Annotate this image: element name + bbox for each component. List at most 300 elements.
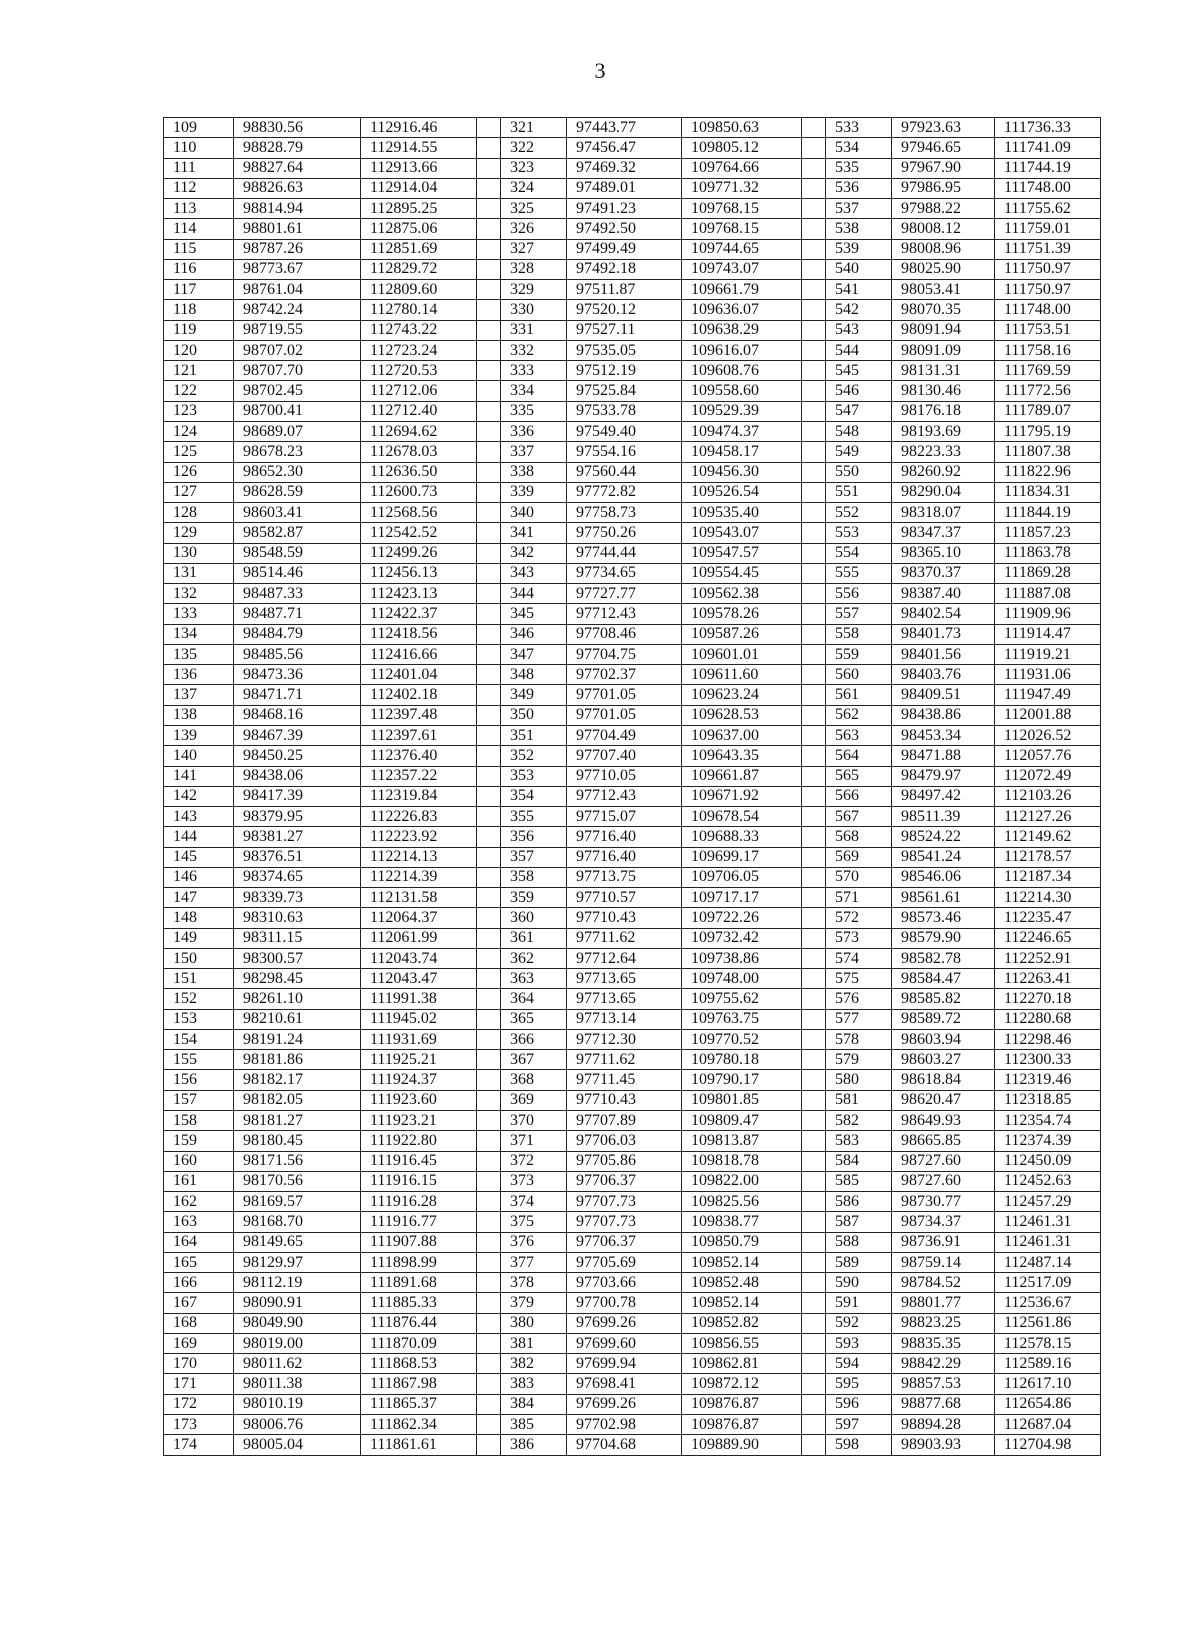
- point-number-cell: 596: [826, 1394, 892, 1414]
- x-coordinate-cell: 97698.41: [567, 1374, 682, 1394]
- column-separator: [477, 1050, 501, 1070]
- x-coordinate-cell: 98620.47: [892, 1090, 995, 1110]
- x-coordinate-cell: 98487.71: [234, 604, 361, 624]
- x-coordinate-cell: 97713.65: [567, 969, 682, 989]
- y-coordinate-cell: 112319.46: [995, 1070, 1101, 1090]
- y-coordinate-cell: 109706.05: [682, 867, 802, 887]
- table-row: [164, 1212, 1101, 1232]
- table-row: [164, 1435, 1101, 1455]
- x-coordinate-cell: 98707.70: [234, 361, 361, 381]
- y-coordinate-cell: 112214.39: [361, 867, 477, 887]
- x-coordinate-cell: 98070.35: [892, 300, 995, 320]
- column-separator: [477, 421, 501, 441]
- point-number-cell: 168: [164, 1313, 234, 1333]
- y-coordinate-cell: 112712.06: [361, 381, 477, 401]
- x-coordinate-cell: 98582.87: [234, 523, 361, 543]
- column-separator: [802, 118, 826, 138]
- y-coordinate-cell: 111925.21: [361, 1050, 477, 1070]
- y-coordinate-cell: 112457.29: [995, 1192, 1101, 1212]
- x-coordinate-cell: 97702.98: [567, 1415, 682, 1435]
- point-number-cell: 597: [826, 1415, 892, 1435]
- y-coordinate-cell: 112057.76: [995, 746, 1101, 766]
- point-number-cell: 336: [501, 421, 567, 441]
- y-coordinate-cell: 109661.79: [682, 280, 802, 300]
- x-coordinate-cell: 98008.12: [892, 219, 995, 239]
- column-separator: [477, 1394, 501, 1414]
- column-separator: [802, 867, 826, 887]
- y-coordinate-cell: 112780.14: [361, 300, 477, 320]
- y-coordinate-cell: 112461.31: [995, 1232, 1101, 1252]
- point-number-cell: 164: [164, 1232, 234, 1252]
- point-number-cell: 573: [826, 928, 892, 948]
- y-coordinate-cell: 109856.55: [682, 1333, 802, 1353]
- x-coordinate-cell: 98842.29: [892, 1354, 995, 1374]
- x-coordinate-cell: 98181.86: [234, 1050, 361, 1070]
- x-coordinate-cell: 97715.07: [567, 807, 682, 827]
- point-number-cell: 110: [164, 138, 234, 158]
- point-number-cell: 355: [501, 807, 567, 827]
- point-number-cell: 533: [826, 118, 892, 138]
- y-coordinate-cell: 109852.82: [682, 1313, 802, 1333]
- x-coordinate-cell: 97549.40: [567, 421, 682, 441]
- y-coordinate-cell: 109876.87: [682, 1415, 802, 1435]
- table-row: [164, 158, 1101, 178]
- y-coordinate-cell: 109699.17: [682, 847, 802, 867]
- point-number-cell: 338: [501, 462, 567, 482]
- point-number-cell: 324: [501, 178, 567, 198]
- y-coordinate-cell: 109818.78: [682, 1151, 802, 1171]
- y-coordinate-cell: 112374.39: [995, 1131, 1101, 1151]
- x-coordinate-cell: 98479.97: [892, 766, 995, 786]
- table-row: [164, 462, 1101, 482]
- y-coordinate-cell: 109671.92: [682, 786, 802, 806]
- y-coordinate-cell: 111844.19: [995, 503, 1101, 523]
- x-coordinate-cell: 98223.33: [892, 442, 995, 462]
- column-separator: [802, 1273, 826, 1293]
- x-coordinate-cell: 98131.31: [892, 361, 995, 381]
- x-coordinate-cell: 97712.43: [567, 604, 682, 624]
- x-coordinate-cell: 97699.94: [567, 1354, 682, 1374]
- table-row: [164, 1029, 1101, 1049]
- x-coordinate-cell: 97713.75: [567, 867, 682, 887]
- column-separator: [802, 1111, 826, 1131]
- point-number-cell: 379: [501, 1293, 567, 1313]
- column-separator: [477, 1354, 501, 1374]
- y-coordinate-cell: 109850.63: [682, 118, 802, 138]
- x-coordinate-cell: 97707.40: [567, 746, 682, 766]
- column-separator: [802, 178, 826, 198]
- point-number-cell: 593: [826, 1333, 892, 1353]
- point-number-cell: 377: [501, 1252, 567, 1272]
- point-number-cell: 122: [164, 381, 234, 401]
- y-coordinate-cell: 109770.52: [682, 1029, 802, 1049]
- table-row: [164, 381, 1101, 401]
- x-coordinate-cell: 97699.60: [567, 1333, 682, 1353]
- y-coordinate-cell: 109809.47: [682, 1111, 802, 1131]
- point-number-cell: 147: [164, 888, 234, 908]
- point-number-cell: 566: [826, 786, 892, 806]
- y-coordinate-cell: 112723.24: [361, 340, 477, 360]
- x-coordinate-cell: 98339.73: [234, 888, 361, 908]
- point-number-cell: 536: [826, 178, 892, 198]
- x-coordinate-cell: 97711.62: [567, 928, 682, 948]
- point-number-cell: 584: [826, 1151, 892, 1171]
- point-number-cell: 363: [501, 969, 567, 989]
- x-coordinate-cell: 98761.04: [234, 280, 361, 300]
- column-separator: [477, 442, 501, 462]
- table-row: [164, 969, 1101, 989]
- column-separator: [802, 969, 826, 989]
- x-coordinate-cell: 97492.18: [567, 259, 682, 279]
- y-coordinate-cell: 109755.62: [682, 989, 802, 1009]
- point-number-cell: 374: [501, 1192, 567, 1212]
- y-coordinate-cell: 109717.17: [682, 888, 802, 908]
- coordinates-table: [163, 117, 1101, 1456]
- y-coordinate-cell: 109688.33: [682, 827, 802, 847]
- point-number-cell: 352: [501, 746, 567, 766]
- column-separator: [802, 644, 826, 664]
- x-coordinate-cell: 98417.39: [234, 786, 361, 806]
- x-coordinate-cell: 97734.65: [567, 563, 682, 583]
- x-coordinate-cell: 98618.84: [892, 1070, 995, 1090]
- x-coordinate-cell: 97772.82: [567, 482, 682, 502]
- column-separator: [802, 1009, 826, 1029]
- y-coordinate-cell: 111869.28: [995, 563, 1101, 583]
- x-coordinate-cell: 98585.82: [892, 989, 995, 1009]
- y-coordinate-cell: 112043.47: [361, 969, 477, 989]
- x-coordinate-cell: 97512.19: [567, 361, 682, 381]
- x-coordinate-cell: 98468.16: [234, 705, 361, 725]
- x-coordinate-cell: 98524.22: [892, 827, 995, 847]
- x-coordinate-cell: 98894.28: [892, 1415, 995, 1435]
- y-coordinate-cell: 109611.60: [682, 665, 802, 685]
- y-coordinate-cell: 111769.59: [995, 361, 1101, 381]
- point-number-cell: 384: [501, 1394, 567, 1414]
- table-row: [164, 1354, 1101, 1374]
- x-coordinate-cell: 97499.49: [567, 239, 682, 259]
- column-separator: [802, 219, 826, 239]
- x-coordinate-cell: 97716.40: [567, 827, 682, 847]
- x-coordinate-cell: 97713.14: [567, 1009, 682, 1029]
- y-coordinate-cell: 111862.34: [361, 1415, 477, 1435]
- y-coordinate-cell: 111751.39: [995, 239, 1101, 259]
- x-coordinate-cell: 97699.26: [567, 1313, 682, 1333]
- y-coordinate-cell: 109661.87: [682, 766, 802, 786]
- x-coordinate-cell: 97554.16: [567, 442, 682, 462]
- point-number-cell: 367: [501, 1050, 567, 1070]
- column-separator: [477, 158, 501, 178]
- x-coordinate-cell: 98514.46: [234, 563, 361, 583]
- point-number-cell: 548: [826, 421, 892, 441]
- point-number-cell: 535: [826, 158, 892, 178]
- x-coordinate-cell: 98176.18: [892, 401, 995, 421]
- column-separator: [477, 219, 501, 239]
- column-separator: [477, 1171, 501, 1191]
- x-coordinate-cell: 98830.56: [234, 118, 361, 138]
- table-row: [164, 989, 1101, 1009]
- x-coordinate-cell: 98008.96: [892, 239, 995, 259]
- point-number-cell: 369: [501, 1090, 567, 1110]
- column-separator: [802, 1313, 826, 1333]
- y-coordinate-cell: 112026.52: [995, 725, 1101, 745]
- x-coordinate-cell: 98857.53: [892, 1374, 995, 1394]
- point-number-cell: 128: [164, 503, 234, 523]
- x-coordinate-cell: 98260.92: [892, 462, 995, 482]
- point-number-cell: 366: [501, 1029, 567, 1049]
- x-coordinate-cell: 98603.41: [234, 503, 361, 523]
- table-row: [164, 584, 1101, 604]
- y-coordinate-cell: 111807.38: [995, 442, 1101, 462]
- point-number-cell: 595: [826, 1374, 892, 1394]
- y-coordinate-cell: 111772.56: [995, 381, 1101, 401]
- x-coordinate-cell: 97706.03: [567, 1131, 682, 1151]
- column-separator: [802, 725, 826, 745]
- column-separator: [477, 178, 501, 198]
- y-coordinate-cell: 109562.38: [682, 584, 802, 604]
- column-separator: [477, 807, 501, 827]
- column-separator: [802, 259, 826, 279]
- point-number-cell: 156: [164, 1070, 234, 1090]
- column-separator: [802, 280, 826, 300]
- point-number-cell: 557: [826, 604, 892, 624]
- column-separator: [802, 766, 826, 786]
- table-row: [164, 604, 1101, 624]
- column-separator: [477, 1212, 501, 1232]
- y-coordinate-cell: 109813.87: [682, 1131, 802, 1151]
- x-coordinate-cell: 98403.76: [892, 665, 995, 685]
- point-number-cell: 124: [164, 421, 234, 441]
- y-coordinate-cell: 112402.18: [361, 685, 477, 705]
- y-coordinate-cell: 112318.85: [995, 1090, 1101, 1110]
- y-coordinate-cell: 111736.33: [995, 118, 1101, 138]
- table-row: [164, 178, 1101, 198]
- y-coordinate-cell: 112422.37: [361, 604, 477, 624]
- point-number-cell: 588: [826, 1232, 892, 1252]
- y-coordinate-cell: 111945.02: [361, 1009, 477, 1029]
- y-coordinate-cell: 112712.40: [361, 401, 477, 421]
- y-coordinate-cell: 109529.39: [682, 401, 802, 421]
- column-separator: [802, 563, 826, 583]
- point-number-cell: 574: [826, 948, 892, 968]
- point-number-cell: 358: [501, 867, 567, 887]
- point-number-cell: 112: [164, 178, 234, 198]
- column-separator: [477, 1252, 501, 1272]
- column-separator: [477, 584, 501, 604]
- x-coordinate-cell: 97712.43: [567, 786, 682, 806]
- point-number-cell: 375: [501, 1212, 567, 1232]
- point-number-cell: 373: [501, 1171, 567, 1191]
- table-row: [164, 1171, 1101, 1191]
- y-coordinate-cell: 111924.37: [361, 1070, 477, 1090]
- y-coordinate-cell: 109801.85: [682, 1090, 802, 1110]
- point-number-cell: 551: [826, 482, 892, 502]
- x-coordinate-cell: 97707.73: [567, 1212, 682, 1232]
- y-coordinate-cell: 109474.37: [682, 421, 802, 441]
- y-coordinate-cell: 111863.78: [995, 543, 1101, 563]
- column-separator: [802, 584, 826, 604]
- x-coordinate-cell: 97711.62: [567, 1050, 682, 1070]
- x-coordinate-cell: 97703.66: [567, 1273, 682, 1293]
- point-number-cell: 142: [164, 786, 234, 806]
- y-coordinate-cell: 109732.42: [682, 928, 802, 948]
- column-separator: [802, 1029, 826, 1049]
- y-coordinate-cell: 112214.13: [361, 847, 477, 867]
- y-coordinate-cell: 112298.46: [995, 1029, 1101, 1049]
- column-separator: [477, 1029, 501, 1049]
- column-separator: [477, 300, 501, 320]
- y-coordinate-cell: 109547.57: [682, 543, 802, 563]
- point-number-cell: 165: [164, 1252, 234, 1272]
- x-coordinate-cell: 97707.73: [567, 1192, 682, 1212]
- x-coordinate-cell: 97707.89: [567, 1111, 682, 1131]
- y-coordinate-cell: 111916.28: [361, 1192, 477, 1212]
- point-number-cell: 357: [501, 847, 567, 867]
- x-coordinate-cell: 98700.41: [234, 401, 361, 421]
- point-number-cell: 118: [164, 300, 234, 320]
- x-coordinate-cell: 98727.60: [892, 1171, 995, 1191]
- x-coordinate-cell: 97986.95: [892, 178, 995, 198]
- y-coordinate-cell: 112487.14: [995, 1252, 1101, 1272]
- point-number-cell: 547: [826, 401, 892, 421]
- x-coordinate-cell: 98903.93: [892, 1435, 995, 1455]
- point-number-cell: 135: [164, 644, 234, 664]
- x-coordinate-cell: 98387.40: [892, 584, 995, 604]
- column-separator: [802, 1212, 826, 1232]
- table-row: [164, 1273, 1101, 1293]
- x-coordinate-cell: 98401.56: [892, 644, 995, 664]
- point-number-cell: 341: [501, 523, 567, 543]
- y-coordinate-cell: 112517.09: [995, 1273, 1101, 1293]
- y-coordinate-cell: 109578.26: [682, 604, 802, 624]
- y-coordinate-cell: 109636.07: [682, 300, 802, 320]
- x-coordinate-cell: 98467.39: [234, 725, 361, 745]
- y-coordinate-cell: 111916.15: [361, 1171, 477, 1191]
- x-coordinate-cell: 97710.43: [567, 1090, 682, 1110]
- point-number-cell: 131: [164, 563, 234, 583]
- x-coordinate-cell: 98090.91: [234, 1293, 361, 1313]
- table-row: [164, 1333, 1101, 1353]
- point-number-cell: 370: [501, 1111, 567, 1131]
- column-separator: [802, 543, 826, 563]
- point-number-cell: 538: [826, 219, 892, 239]
- x-coordinate-cell: 98582.78: [892, 948, 995, 968]
- y-coordinate-cell: 109744.65: [682, 239, 802, 259]
- point-number-cell: 537: [826, 199, 892, 219]
- column-separator: [477, 381, 501, 401]
- y-coordinate-cell: 112456.13: [361, 563, 477, 583]
- point-number-cell: 130: [164, 543, 234, 563]
- y-coordinate-cell: 111923.21: [361, 1111, 477, 1131]
- column-separator: [477, 523, 501, 543]
- y-coordinate-cell: 112914.55: [361, 138, 477, 158]
- x-coordinate-cell: 98734.37: [892, 1212, 995, 1232]
- y-coordinate-cell: 112401.04: [361, 665, 477, 685]
- x-coordinate-cell: 98409.51: [892, 685, 995, 705]
- y-coordinate-cell: 112131.58: [361, 888, 477, 908]
- table-row: [164, 138, 1101, 158]
- point-number-cell: 570: [826, 867, 892, 887]
- point-number-cell: 380: [501, 1313, 567, 1333]
- point-number-cell: 343: [501, 563, 567, 583]
- point-number-cell: 539: [826, 239, 892, 259]
- y-coordinate-cell: 111870.09: [361, 1333, 477, 1353]
- y-coordinate-cell: 109678.54: [682, 807, 802, 827]
- x-coordinate-cell: 98171.56: [234, 1151, 361, 1171]
- column-separator: [477, 340, 501, 360]
- table-row: [164, 685, 1101, 705]
- x-coordinate-cell: 98290.04: [892, 482, 995, 502]
- point-number-cell: 544: [826, 340, 892, 360]
- x-coordinate-cell: 98497.42: [892, 786, 995, 806]
- y-coordinate-cell: 112561.86: [995, 1313, 1101, 1333]
- point-number-cell: 327: [501, 239, 567, 259]
- point-number-cell: 385: [501, 1415, 567, 1435]
- point-number-cell: 163: [164, 1212, 234, 1232]
- y-coordinate-cell: 109558.60: [682, 381, 802, 401]
- column-separator: [802, 1050, 826, 1070]
- point-number-cell: 339: [501, 482, 567, 502]
- x-coordinate-cell: 98053.41: [892, 280, 995, 300]
- table-row: [164, 1313, 1101, 1333]
- table-row: [164, 1131, 1101, 1151]
- x-coordinate-cell: 98019.00: [234, 1333, 361, 1353]
- column-separator: [802, 827, 826, 847]
- column-separator: [802, 340, 826, 360]
- x-coordinate-cell: 98347.37: [892, 523, 995, 543]
- point-number-cell: 353: [501, 766, 567, 786]
- x-coordinate-cell: 98579.90: [892, 928, 995, 948]
- x-coordinate-cell: 98707.02: [234, 340, 361, 360]
- y-coordinate-cell: 112300.33: [995, 1050, 1101, 1070]
- x-coordinate-cell: 98787.26: [234, 239, 361, 259]
- table-row: [164, 1070, 1101, 1090]
- point-number-cell: 171: [164, 1374, 234, 1394]
- point-number-cell: 119: [164, 320, 234, 340]
- point-number-cell: 565: [826, 766, 892, 786]
- table-row: [164, 1090, 1101, 1110]
- x-coordinate-cell: 98149.65: [234, 1232, 361, 1252]
- column-separator: [477, 1070, 501, 1090]
- column-separator: [477, 462, 501, 482]
- point-number-cell: 111: [164, 158, 234, 178]
- y-coordinate-cell: 112252.91: [995, 948, 1101, 968]
- point-number-cell: 348: [501, 665, 567, 685]
- y-coordinate-cell: 111867.98: [361, 1374, 477, 1394]
- x-coordinate-cell: 98727.60: [892, 1151, 995, 1171]
- point-number-cell: 154: [164, 1029, 234, 1049]
- x-coordinate-cell: 98730.77: [892, 1192, 995, 1212]
- column-separator: [802, 1070, 826, 1090]
- x-coordinate-cell: 98759.14: [892, 1252, 995, 1272]
- y-coordinate-cell: 112916.46: [361, 118, 477, 138]
- x-coordinate-cell: 97988.22: [892, 199, 995, 219]
- y-coordinate-cell: 112809.60: [361, 280, 477, 300]
- column-separator: [802, 685, 826, 705]
- column-separator: [477, 908, 501, 928]
- x-coordinate-cell: 97704.75: [567, 644, 682, 664]
- y-coordinate-cell: 111887.08: [995, 584, 1101, 604]
- table-row: [164, 705, 1101, 725]
- y-coordinate-cell: 109637.00: [682, 725, 802, 745]
- y-coordinate-cell: 111857.23: [995, 523, 1101, 543]
- table-row: [164, 847, 1101, 867]
- point-number-cell: 591: [826, 1293, 892, 1313]
- y-coordinate-cell: 112416.66: [361, 644, 477, 664]
- column-separator: [477, 644, 501, 664]
- x-coordinate-cell: 97705.86: [567, 1151, 682, 1171]
- y-coordinate-cell: 111914.47: [995, 624, 1101, 644]
- y-coordinate-cell: 109768.15: [682, 219, 802, 239]
